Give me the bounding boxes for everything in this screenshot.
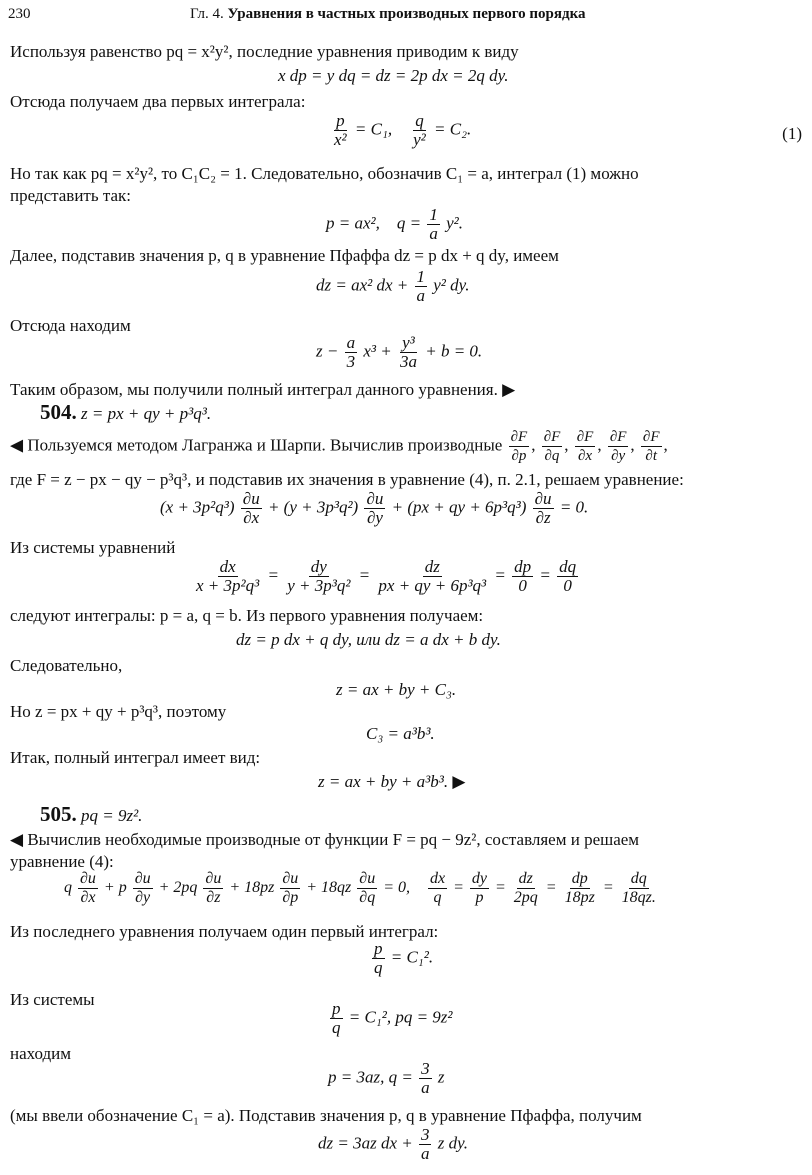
text-line: ◀ Пользуемся методом Лагранжа и Шарпи. Вычислив производные $\frac{\partial F}{\partial p}$ , $\frac{\partial F}{\partial q}$ , $\frac{\partial F}{\partial x}$ , $\frac{\partial F}{\partial y}$ , $\frac{\partial F}{\partial t}$ , [10, 429, 668, 464]
page-number: 230 [8, 6, 31, 22]
text-line: Далее, подставив значения p, q в уравнение Пфаффа dz = p dx + q dy, имеем [10, 246, 559, 265]
text-line: Но z = px + qy + p³q³, поэтому [10, 702, 227, 721]
fraction: $\frac{1}{a}$ [416, 267, 425, 305]
equation: C₃ = a³b³. [366, 724, 435, 743]
chapter-title: Уравнения в частных производных первого порядка [227, 6, 586, 22]
text-line: Таким образом, мы получили полный интеграл данного уравнения. ▶ [10, 380, 516, 399]
text-line: Итак, полный интеграл имеет вид: [10, 748, 261, 767]
equation-first-integrals: $\frac{p}{\text{x²}}$ = C₁, $\frac{q}{\text{y²}}$ = C₂. [334, 111, 472, 149]
fraction: $\frac{\text{y³}}{3a}$ [399, 333, 417, 371]
equation-characteristic-system: $\frac{dx}{\text{x + 3p²q³}}$ = $\frac{dy}{\text{y + 3p³q²}}$ = $\frac{dz}{\text{px + qy + 6p³q³}}$ = $\frac{dp}{0}$ = $\frac{dq}{0}$ [196, 557, 577, 595]
problem-504-heading [40, 402, 211, 424]
problem-number: 504. [40, 400, 77, 424]
equation: $\frac{p}{q}$ = C₁², pq = 9z² [332, 999, 453, 1037]
equation: dz = ax² dx + $\frac{1}{a}$ y² dy. [316, 267, 470, 305]
text-line: Из последнего уравнения получаем один первый интеграл: [10, 922, 439, 941]
equation: x dp = y dq = dz = 2p dx = 2q dy. [278, 66, 509, 85]
fraction: $\frac{1}{a}$ [429, 205, 438, 243]
equation: dz = p dx + q dy, или dz = a dx + b dy. [236, 630, 501, 649]
problem-equation: z = px + qy + p³q³. [81, 404, 212, 423]
equation-lagrange-charpit: (x + 3p²q³) $\frac{\partial u}{\partial x}$ + (y + 3p³q²) $\frac{\partial u}{\partial y}$ + (px + qy + 6p³q³) $\frac{\partial u}{\partial z}$ = 0. [160, 489, 589, 527]
text-line: Используя равенство pq = x²y², последние уравнения приводим к виду [10, 42, 519, 61]
text-line: уравнение (4): [10, 852, 114, 871]
equation: dz = 3az dx + $\frac{3}{a}$ z dy. [318, 1125, 468, 1163]
text-line: ◀ Вычислив необходимые производные от функции F = pq − 9z², составляем и решаем [10, 830, 640, 849]
text-line: Следовательно, [10, 656, 123, 675]
equation: p = ax², q = $\frac{1}{a}$ y². [326, 205, 464, 243]
text-line: следуют интегралы: p = a, q = b. Из первого уравнения получаем: [10, 606, 484, 625]
text-line: Отсюда находим [10, 316, 131, 335]
text-line: Отсюда получаем два первых интеграла: [10, 92, 306, 111]
problem-number: 505. [40, 802, 77, 826]
text-line: где F = z − px − qy − p³q³, и подставив их значения в уравнение (4), п. 2.1, решаем уравнение: [10, 470, 684, 489]
text-line: Из системы [10, 990, 95, 1009]
text-line: (мы ввели обозначение C₁ = a). Подставив значения p, q в уравнение Пфаффа, получим [10, 1106, 642, 1125]
equation: p = 3az, q = $\frac{3}{a}$ z [328, 1059, 445, 1097]
equation-505-pde: q $\frac{\partial u}{\partial x}$ + p $\frac{\partial u}{\partial y}$ + 2pq $\frac{\partial u}{\partial z}$ + 18pz $\frac{\partial u}{\partial p}$ + 18qz $\frac{\partial u}{\partial q}$ = 0, $\frac{dx}{q}$ = $\frac{dy}{p}$ = $\frac{dz}{2pq}$ = $\frac{dp}{18pz}$ = $\frac{dq}{18qz.}$ [64, 870, 656, 906]
text-line: находим [10, 1044, 72, 1063]
problem-equation: pq = 9z². [81, 806, 143, 825]
equation: $\frac{p}{q}$ = C₁². [374, 939, 434, 977]
chapter-label: Гл. 4. [190, 6, 224, 22]
fraction: $\frac{q}{\text{y²}}$ [413, 111, 426, 149]
text-line: представить так: [10, 186, 132, 205]
running-header [190, 4, 586, 24]
fraction: $\frac{a}{3}$ [346, 333, 356, 371]
equation: z = ax + by + a³b³. ▶ [318, 772, 466, 791]
fraction: $\frac{p}{\text{x²}}$ [334, 111, 347, 149]
text-line: Но так как pq = x²y², то C₁C₂ = 1. Следовательно, обозначив C₁ = a, интеграл (1) можно [10, 164, 639, 183]
equation-number: (1) [782, 124, 802, 143]
text-line: Из системы уравнений [10, 538, 176, 557]
equation: z = ax + by + C₃. [336, 680, 457, 699]
problem-505-heading [40, 804, 142, 826]
equation: z − $\frac{a}{3}$ x³ + $\frac{\text{y³}}{3a}$ + b = 0. [316, 333, 483, 371]
